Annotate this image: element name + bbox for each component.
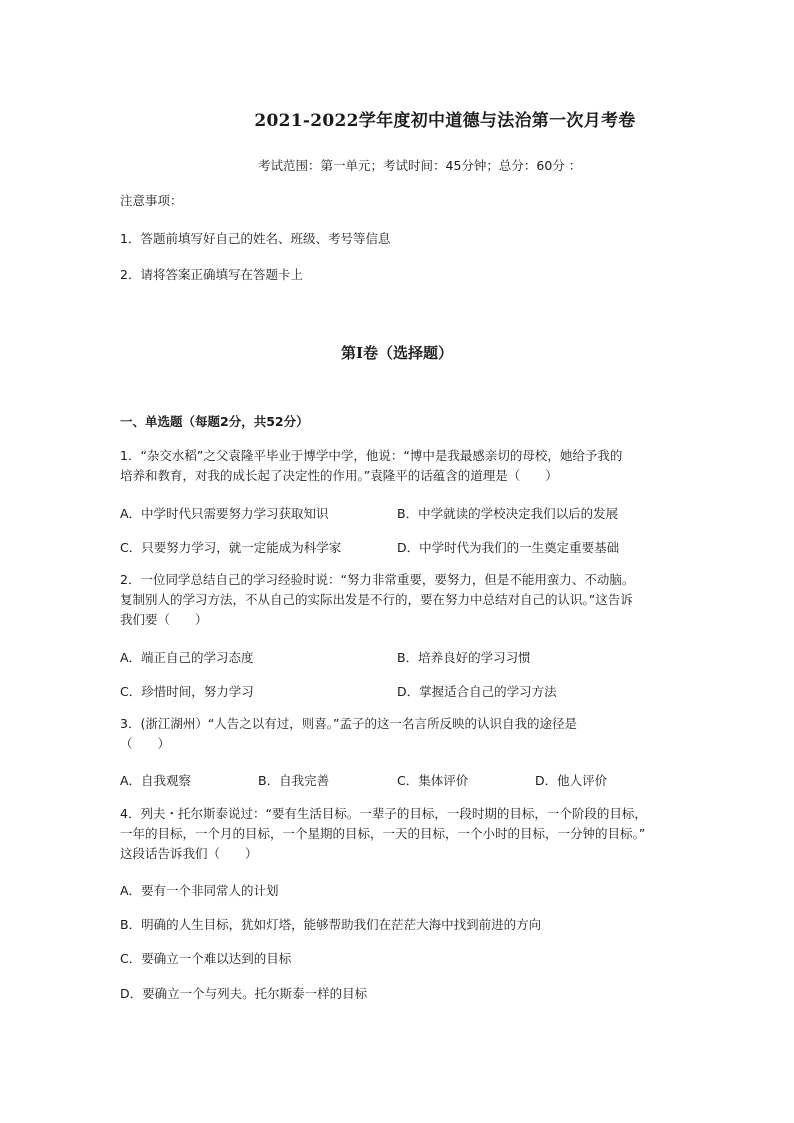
- notes-heading: 注意事项：: [120, 193, 183, 208]
- question-2-option-c[interactable]: C．珍惜时间，努力学习: [120, 684, 254, 699]
- question-3-option-c[interactable]: C．集体评价: [397, 773, 469, 788]
- question-4-stem-line: 一年的目标，一个月的目标，一个星期的目标，一天的目标，一个小时的目标，一分钟的目标。”: [120, 826, 646, 841]
- question-2-option-a[interactable]: A．端正自己的学习态度: [120, 650, 254, 665]
- section-title: 第I卷（选择题）: [340, 344, 454, 362]
- question-4-option-a[interactable]: A．要有一个非同常人的计划: [120, 883, 279, 898]
- question-3-stem-line: （ ）: [120, 736, 171, 751]
- question-3-option-a[interactable]: A．自我观察: [120, 773, 192, 788]
- question-1-option-d[interactable]: D．中学时代为我们的一生奠定重要基础: [397, 540, 620, 555]
- notes-item: 1．答题前填写好自己的姓名、班级、考号等信息: [120, 231, 391, 246]
- exam-info: 考试范围：第一单元；考试时间：45分钟；总分：60分 ：: [258, 158, 582, 173]
- question-4-option-c[interactable]: C．要确立一个难以达到的目标: [120, 951, 292, 966]
- question-2-stem-line: 我们要（ ）: [120, 612, 208, 627]
- question-1-stem-line: 培养和教育，对我的成长起了决定性的作用。”袁隆平的话蕴含的道理是（ ）: [120, 468, 558, 483]
- question-4-stem-line: 这段话告诉我们（ ）: [120, 846, 258, 861]
- question-1-option-c[interactable]: C．只要努力学习，就一定能成为科学家: [120, 540, 342, 555]
- part-heading: 一、单选题（每题2分，共52分）: [120, 414, 309, 429]
- notes-item: 2．请将答案正确填写在答题卡上: [120, 267, 303, 282]
- question-2-option-d[interactable]: D．掌握适合自己的学习方法: [397, 684, 557, 699]
- question-3-stem-line: 3．(浙江湖州）“人告之以有过，则喜。”孟子的这一名言所反映的认识自我的途径是: [120, 716, 578, 731]
- question-4-option-b[interactable]: B．明确的人生目标，犹如灯塔，能够帮助我们在茫茫大海中找到前进的方向: [120, 917, 542, 932]
- question-3-option-d[interactable]: D．他人评价: [535, 773, 608, 788]
- question-2-stem-line: 复制别人的学习方法，不从自己的实际出发是不行的，要在努力中总结对自己的认识。”这告诉: [120, 592, 633, 607]
- question-4-option-d[interactable]: D．要确立一个与列夫。托尔斯泰一样的目标: [120, 986, 368, 1001]
- question-4-stem-line: 4．列夫・托尔斯泰说过：“要有生活目标。一辈子的目标，一段时期的目标，一个阶段的目标，: [120, 806, 647, 821]
- question-2-option-b[interactable]: B．培养良好的学习习惯: [397, 650, 531, 665]
- question-1-option-a[interactable]: A．中学时代只需要努力学习获取知识: [120, 506, 329, 521]
- question-1-option-b[interactable]: B．中学就读的学校决定我们以后的发展: [397, 506, 619, 521]
- question-3-option-b[interactable]: B．自我完善: [258, 773, 330, 788]
- exam-title: 2021-2022学年度初中道德与法治第一次月考卷: [254, 111, 636, 131]
- question-1-stem-line: 1．“杂交水稻”之父袁隆平毕业于博学中学，他说：“博中是我最感亲切的母校，她给予我的: [120, 448, 623, 463]
- question-2-stem-line: 2．一位同学总结自己的学习经验时说：“努力非常重要，要努力，但是不能用蛮力、不动脑。: [120, 572, 635, 587]
